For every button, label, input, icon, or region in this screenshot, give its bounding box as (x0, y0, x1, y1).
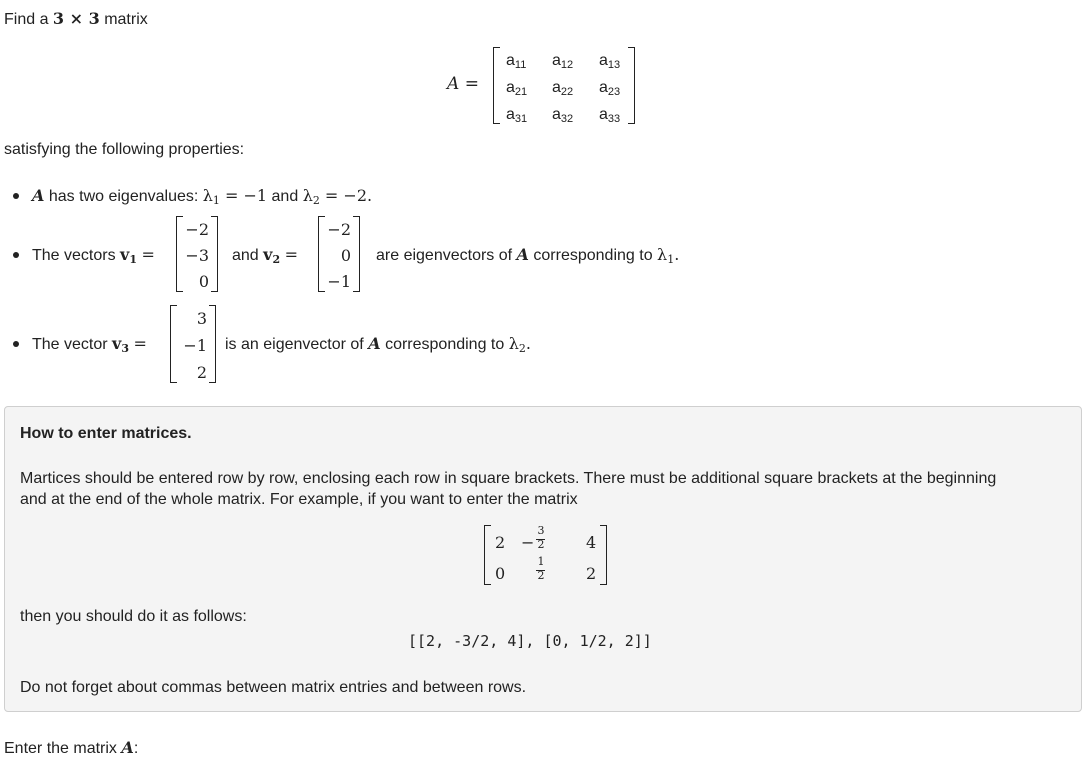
vector-v1 (176, 216, 218, 292)
entry-a13: a13 (599, 52, 621, 71)
ex-minus: − (521, 533, 535, 552)
v3-entry-3: 2 (196, 363, 207, 382)
ex-r2c1: 0 (495, 564, 506, 583)
help-code-example: [[2, -3/2, 4], [0, 1/2, 2]] (408, 632, 652, 650)
v1-entry-1: −2 (185, 220, 209, 239)
v1-entry-3: 0 (198, 272, 209, 291)
matrix-a-label: A = (447, 74, 479, 94)
v2-entry-3: −1 (327, 272, 351, 291)
satisfying-text: satisfying the following properties: (4, 141, 245, 158)
matrix-entry-help (4, 406, 1082, 712)
ex-r1c2-den: 2 (537, 538, 545, 551)
ex-r2c3: 2 (586, 564, 597, 583)
prop2-and: and $v_2$ = (232, 245, 298, 266)
enter-matrix-label: Enter the matrix A: (4, 738, 139, 757)
entry-a12: a12 (552, 52, 574, 71)
v3-entry-1: 3 (196, 309, 207, 328)
help-paragraph-1: Martices should be entered row by row, enclosing each row in square brackets. There must be additional square brackets at the beginning (20, 470, 997, 487)
help-title: How to enter matrices. (20, 425, 192, 442)
entry-a33: a33 (599, 106, 621, 125)
intro-line (4, 9, 148, 30)
property-eigenvalues: A has two eigenvalues: $\lambda_1 = -1$ and $\lambda_2 = -2$. (32, 186, 373, 207)
bullet-1 (13, 193, 19, 199)
intro-matrix: matrix (104, 11, 148, 28)
prop2-text1: The vectors $v_1$ = (32, 245, 155, 266)
entry-a11: a11 (506, 52, 527, 71)
entry-a21: a21 (506, 79, 528, 98)
ex-r1c1: 2 (495, 533, 506, 552)
matrix-a (493, 47, 635, 124)
vector-v3 (170, 305, 216, 383)
ex-r1c2-num: 3 (537, 524, 545, 537)
help-paragraph-2: and at the end of the whole matrix. For example, if you want to enter the matrix (20, 491, 578, 508)
bullet-3 (13, 341, 19, 347)
intro-dim: 3 × 3 (52, 9, 100, 28)
example-matrix (484, 525, 607, 585)
prop2-text2: are eigenvectors of A corresponding to $\lambda_1$. (376, 245, 680, 266)
entry-a22: a22 (552, 79, 574, 98)
ex-r2c2-num: 1 (537, 555, 545, 568)
vector-v2 (318, 216, 360, 292)
help-then: then you should do it as follows: (20, 608, 247, 625)
prop3-text2: is an eigenvector of A corresponding to $\lambda_2$. (225, 334, 531, 355)
entry-a32: a32 (552, 106, 574, 125)
help-reminder: Do not forget about commas between matrix entries and between rows. (20, 679, 527, 696)
entry-a31: a31 (506, 106, 528, 125)
v2-entry-1: −2 (327, 220, 351, 239)
ex-r1c3: 4 (586, 533, 597, 552)
entry-a23: a23 (599, 79, 621, 98)
v1-entry-2: −3 (185, 246, 209, 265)
bullet-2 (13, 252, 19, 258)
v3-entry-2: −1 (183, 336, 207, 355)
ex-r2c2-den: 2 (537, 569, 545, 582)
intro-find: Find a (4, 11, 49, 28)
prop3-text1: The vector $v_3$ = (32, 334, 147, 355)
v2-entry-2: 0 (340, 246, 351, 265)
